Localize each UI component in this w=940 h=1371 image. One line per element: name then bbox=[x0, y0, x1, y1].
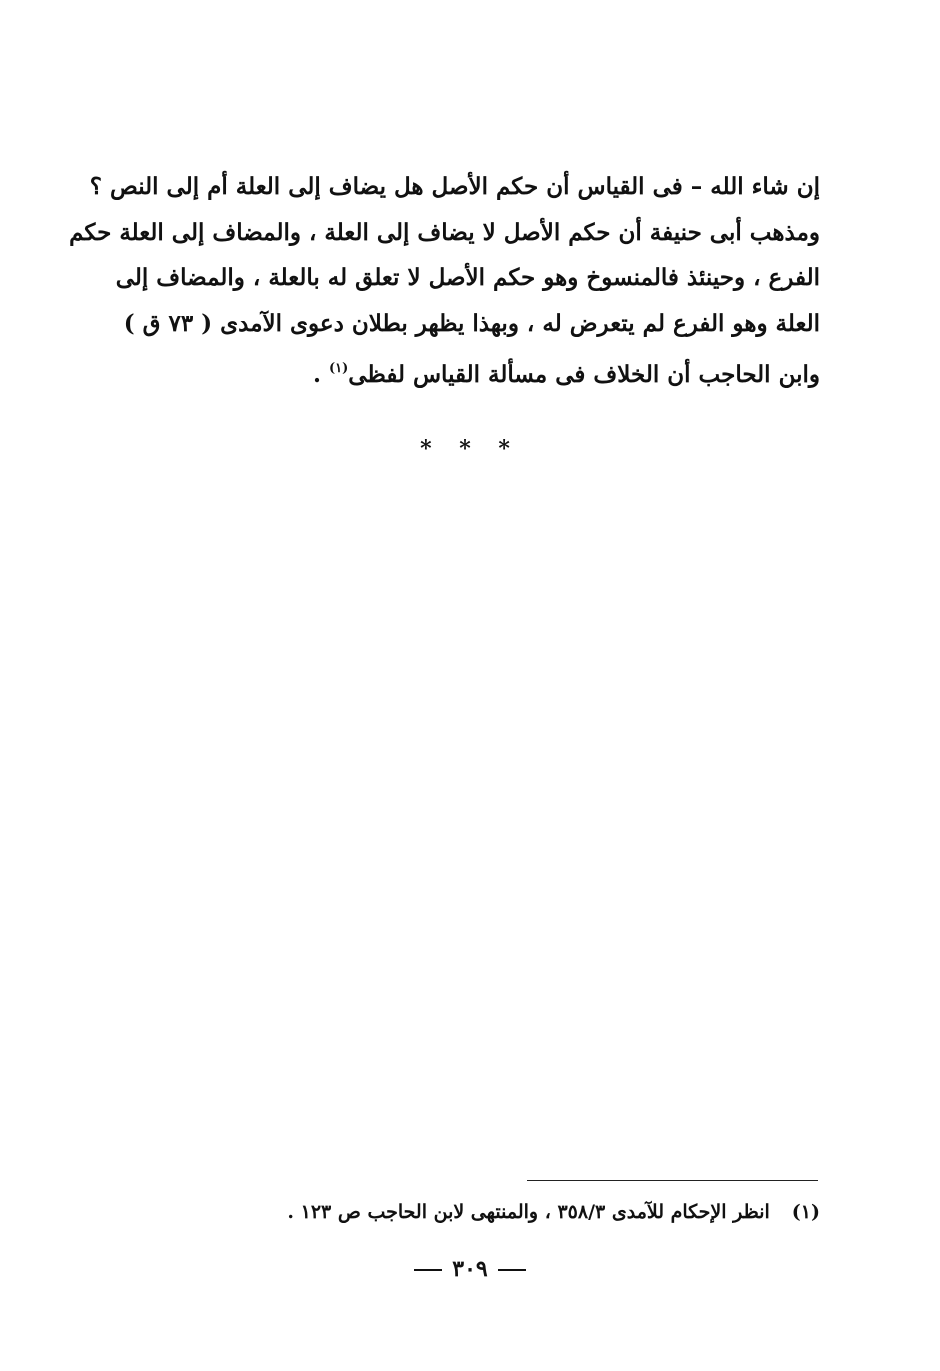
text-line: إن شاء الله – فى القياس أن حكم الأصل هل يضاف إلى العلة أم إلى النص ؟ bbox=[89, 173, 820, 200]
main-text-block bbox=[69, 164, 820, 398]
final-punctuation: . bbox=[312, 361, 329, 388]
footnote-number: (١) bbox=[791, 1201, 820, 1223]
text-line: الفرع ، وحينئذ فالمنسوخ وهو حكم الأصل لا تعلق له بالعلة ، والمضاف إلى bbox=[115, 264, 820, 291]
text-line-last bbox=[128, 346, 820, 398]
footnote-text: انظر الإحكام للآمدى ٣٥٨/٣ ، والمنتهى لابن الحاجب ص ١٢٣ . bbox=[287, 1201, 770, 1223]
text-line: وابن الحاجب أن الخلاف فى مسألة القياس لفظى bbox=[348, 361, 820, 388]
text-line: العلة وهو الفرع لم يتعرض له ، وبهذا يظهر بطلان دعوى الآمدى ( ٧٣ ق ) bbox=[123, 309, 820, 337]
page-number-dash bbox=[498, 1269, 526, 1271]
footnote-divider bbox=[527, 1180, 818, 1181]
footnote-reference: (١) bbox=[329, 361, 349, 376]
section-separator: * * * bbox=[420, 436, 520, 462]
text-line: ومذهب أبى حنيفة أن حكم الأصل لا يضاف إلى العلة ، والمضاف إلى العلة حكم bbox=[69, 218, 820, 246]
page-number: ٣٠٩ bbox=[452, 1256, 488, 1282]
page-number-block bbox=[0, 1256, 940, 1282]
footnote bbox=[220, 1196, 820, 1228]
page-number-dash bbox=[414, 1269, 442, 1271]
